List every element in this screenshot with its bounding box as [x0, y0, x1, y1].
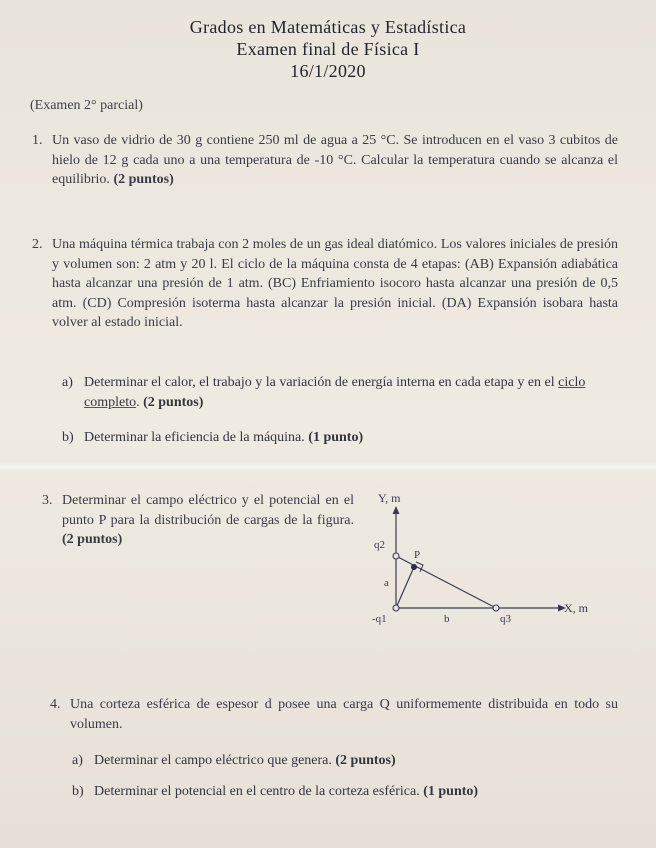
subquestion-text: Determinar el potencial en el centro de la corteza esférica. [94, 784, 420, 799]
subquestion-points: (1 punto) [308, 430, 364, 445]
question-points: (2 puntos) [113, 172, 174, 187]
question-2a [62, 373, 616, 412]
P-label: P [414, 549, 421, 561]
q2-label: q2 [374, 539, 385, 551]
part-note: (Examen 2° parcial) [30, 98, 143, 113]
degree-title: Grados en Matemáticas y Estadística [189, 17, 467, 37]
point-P [411, 564, 417, 570]
y-axis-label: Y, m [378, 491, 401, 505]
question-points: (2 puntos) [62, 532, 123, 547]
y-axis-arrow [393, 506, 400, 514]
subquestion-label: b) [72, 784, 84, 799]
underlined-text: ciclo completo [84, 375, 586, 410]
subquestion-text: Determinar el calor, el trabajo y la variación de energía interna en cada etapa y en el [84, 375, 559, 390]
perpendicular-line [396, 567, 414, 608]
exam-title: Examen final de Física I [236, 39, 420, 59]
subquestion-points: (2 puntos) [335, 753, 396, 768]
b-label: b [444, 613, 450, 625]
charge-q1 [393, 605, 399, 611]
subquestion-text: Determinar el campo eléctrico que genera. [94, 753, 332, 768]
question-number: 2. [32, 237, 43, 252]
question-2b [62, 428, 616, 448]
question-text: Una máquina térmica trabaja con 2 moles de un gas ideal diatómico. Los valores iniciales de presión y volumen son: 2 atm y 20 l. El ciclo de la máquina consta de 4 etapas: (AB) Expansión adiabática hasta alcanzar una presión de 1 atm. (BC) Enfriamiento isocoro hasta alcanzar una presión de 0,5 atm. (CD) Compresión isoterma hasta alcanzar la presión inicial. (DA) Expansión isobara hasta volver al estado inicial. [52, 237, 618, 330]
question-4 [50, 695, 618, 734]
subquestion-label: b) [62, 430, 74, 445]
exam-header [0, 16, 656, 82]
subquestion-label: a) [72, 753, 83, 768]
paper-fold [0, 462, 656, 472]
a-label: a [384, 577, 389, 589]
question-4a [72, 751, 614, 771]
hypotenuse-line [396, 556, 496, 608]
question-4b [72, 782, 614, 802]
q1-label: -q1 [372, 613, 387, 625]
question-1 [32, 131, 618, 190]
subquestion-points: (1 punto) [423, 784, 479, 799]
question-text: Una corteza esférica de espesor d posee una carga Q uniformemente distribuida en todo su volumen. [70, 697, 618, 732]
subquestion-points: (2 puntos) [143, 394, 204, 410]
subquestion-text: Determinar la eficiencia de la máquina. [84, 430, 305, 445]
q3-label: q3 [500, 613, 511, 625]
x-axis-label: X, m [564, 601, 588, 615]
subquestion-text-end: . [136, 394, 140, 410]
exam-date: 16/1/2020 [290, 61, 366, 81]
charge-q2 [393, 553, 399, 559]
question-number: 4. [50, 697, 61, 712]
subquestion-label: a) [62, 375, 73, 390]
question-3 [42, 491, 354, 550]
charge-q3 [493, 605, 499, 611]
question-number: 1. [32, 133, 43, 148]
question-text: Determinar el campo eléctrico y el potencial en el punto P para la distribución de cargas de la figura. [62, 493, 354, 528]
charge-distribution-figure [360, 488, 620, 638]
question-text: Un vaso de vidrio de 30 g contiene 250 ml de agua a 25 °C. Se introducen en el vaso 3 cubitos de hielo de 12 g cada uno a una temperatura de -10 °C. Calcular la temperatura cuando se alcanza el equilibrio. [52, 133, 618, 187]
question-number: 3. [42, 493, 53, 508]
question-2 [32, 235, 618, 333]
